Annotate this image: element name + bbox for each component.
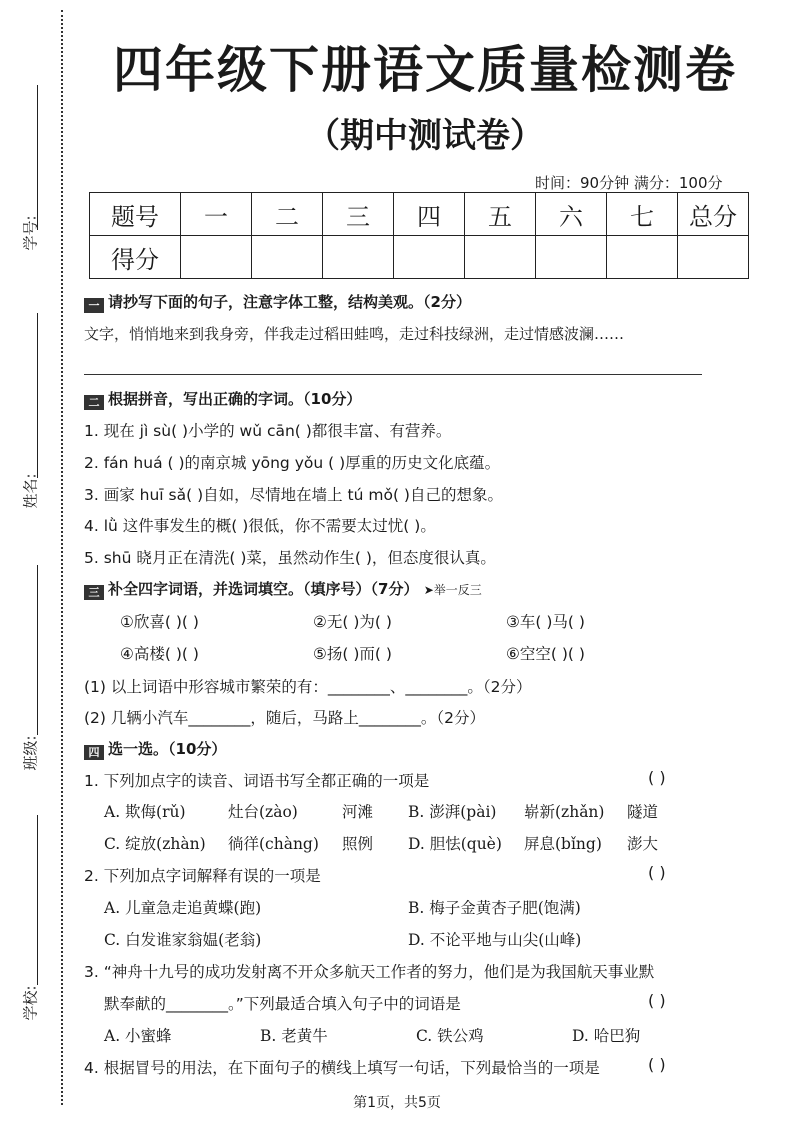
table-cell: 三: [323, 193, 394, 236]
option-text: 徜徉(chàng): [228, 835, 319, 853]
option-text: B. 梅子金黄杏子肥(饱满): [408, 899, 581, 917]
student-id-label: 学号:: [21, 215, 40, 251]
score-input-cell[interactable]: [181, 236, 252, 279]
table-cell: 题号: [90, 193, 181, 236]
table-cell: 总分: [678, 193, 749, 236]
section-1-title: 请抄写下面的句子，注意字体工整，结构美观。（2分）: [108, 293, 471, 311]
option-text: 照例: [342, 835, 374, 853]
binding-dotted-line: [61, 10, 63, 1105]
idiom-item: ②无( )为( ): [313, 613, 392, 631]
section-4-heading: [84, 738, 226, 760]
section-2-title: 根据拼音，写出正确的字词。（10分）: [108, 390, 362, 408]
section-number-badge: 三: [84, 585, 104, 600]
option-text: A. 欺侮(rǔ): [104, 803, 186, 821]
choice-question: 2. 下列加点字词解释有误的一项是: [84, 867, 321, 885]
option-text: D. 不论平地与山尖(山峰): [408, 931, 582, 949]
section-3-tag: ➤举一反三: [423, 583, 482, 597]
copy-answer-line[interactable]: [84, 374, 702, 375]
answer-parentheses[interactable]: ( ): [648, 863, 666, 882]
option-text: A. 儿童急走追黄蝶(跑): [104, 899, 262, 917]
student-id-line: [37, 85, 38, 230]
choice-question: 1. 下列加点字的读音、词语书写全都正确的一项是: [84, 772, 430, 790]
table-cell: 得分: [90, 236, 181, 279]
option-text: D. 哈巴狗: [572, 1027, 641, 1045]
pinyin-item: 2. fán huá ( )的南京城 yōng yǒu ( )厚重的历史文化底蕴。: [84, 454, 501, 472]
pinyin-item: 3. 画家 huī sǎ( )自如，尽情地在墙上 tú mǒ( )自己的想象。: [84, 486, 503, 504]
name-label: 姓名:: [21, 473, 40, 509]
section-4-title: 选一选。（10分）: [108, 740, 227, 758]
table-cell: 七: [607, 193, 678, 236]
option-text: C. 白发谁家翁媪(老翁): [104, 931, 262, 949]
section-2-heading: [84, 388, 361, 410]
idiom-item: ⑤扬( )而( ): [313, 645, 392, 663]
option-text: D. 胆怯(què): [408, 835, 502, 853]
fill-question: (2) 几辆小汽车________，随后，马路上________。（2分）: [84, 709, 485, 727]
section-1-heading: [84, 291, 471, 313]
school-label: 学校:: [21, 985, 40, 1021]
table-cell: 六: [536, 193, 607, 236]
option-text: 崭新(zhǎn): [524, 803, 605, 821]
pinyin-item: 1. 现在 jì sù( )小学的 wǔ cān( )都很丰富、有营养。: [84, 422, 452, 440]
section-3-title: 补全四字词语，并选词填空。（填序号）（7分）: [108, 580, 419, 598]
answer-parentheses[interactable]: ( ): [648, 1055, 666, 1074]
section-number-badge: 二: [84, 395, 104, 410]
idiom-item: ⑥空空( )( ): [506, 645, 585, 663]
section-number-badge: 一: [84, 298, 104, 313]
score-input-cell[interactable]: [323, 236, 394, 279]
section-number-badge: 四: [84, 745, 104, 760]
pinyin-item: 4. lǜ 这件事发生的概( )很低，你不需要太过忧( )。: [84, 517, 436, 535]
table-cell: 二: [252, 193, 323, 236]
option-text: 河滩: [342, 803, 374, 821]
score-input-cell[interactable]: [252, 236, 323, 279]
idiom-item: ③车( )马( ): [506, 613, 585, 631]
answer-parentheses[interactable]: ( ): [648, 768, 666, 787]
copy-sentence: 文字，悄悄地来到我身旁，伴我走过稻田蛙鸣，走过科技绿洲，走过情感波澜……: [84, 325, 625, 343]
option-text: B. 老黄牛: [260, 1027, 328, 1045]
option-text: C. 铁公鸡: [416, 1027, 484, 1045]
score-table: [89, 192, 749, 279]
idiom-item: ①欣喜( )( ): [120, 613, 199, 631]
time-info: 时间：90分钟 满分：100分: [535, 174, 723, 192]
answer-parentheses[interactable]: ( ): [648, 991, 666, 1010]
class-line: [37, 565, 38, 735]
score-input-cell[interactable]: [607, 236, 678, 279]
pinyin-item: 5. shū 晓月正在清洗( )菜，虽然动作生( )，但态度很认真。: [84, 549, 496, 567]
section-3-heading: [84, 578, 482, 600]
name-line: [37, 313, 38, 478]
option-text: 灶台(zào): [228, 803, 298, 821]
score-input-cell[interactable]: [465, 236, 536, 279]
school-line: [37, 815, 38, 985]
option-text: C. 绽放(zhàn): [104, 835, 206, 853]
table-cell: 一: [181, 193, 252, 236]
option-text: 屏息(bǐng): [524, 835, 602, 853]
option-text: 澎大: [627, 835, 659, 853]
fill-question: (1) 以上词语中形容城市繁荣的有：________、________。（2分）: [84, 678, 532, 696]
table-cell: 四: [394, 193, 465, 236]
score-table-score-row: [90, 236, 749, 279]
table-cell: 五: [465, 193, 536, 236]
choice-question-continued: 默奉献的________。”下列最适合填入句子中的词语是: [104, 995, 461, 1013]
choice-question: 3. “神舟十九号的成功发射离不开众多航天工作者的努力，他们是为我国航天事业默: [84, 963, 655, 981]
score-input-cell[interactable]: [394, 236, 465, 279]
page-footer: 第1页，共5页: [353, 1095, 441, 1111]
choice-question: 4. 根据冒号的用法，在下面句子的横线上填写一句话，下列最恰当的一项是: [84, 1059, 600, 1077]
score-table-header-row: [90, 193, 749, 236]
option-text: A. 小蜜蜂: [104, 1027, 172, 1045]
idiom-item: ④高楼( )( ): [120, 645, 199, 663]
page-title: 四年级下册语文质量检测卷: [113, 41, 737, 99]
class-label: 班级:: [21, 735, 40, 771]
page-subtitle: （期中测试卷）: [306, 116, 544, 156]
score-input-cell[interactable]: [678, 236, 749, 279]
score-input-cell[interactable]: [536, 236, 607, 279]
option-text: B. 澎湃(pài): [408, 803, 497, 821]
option-text: 隧道: [627, 803, 659, 821]
